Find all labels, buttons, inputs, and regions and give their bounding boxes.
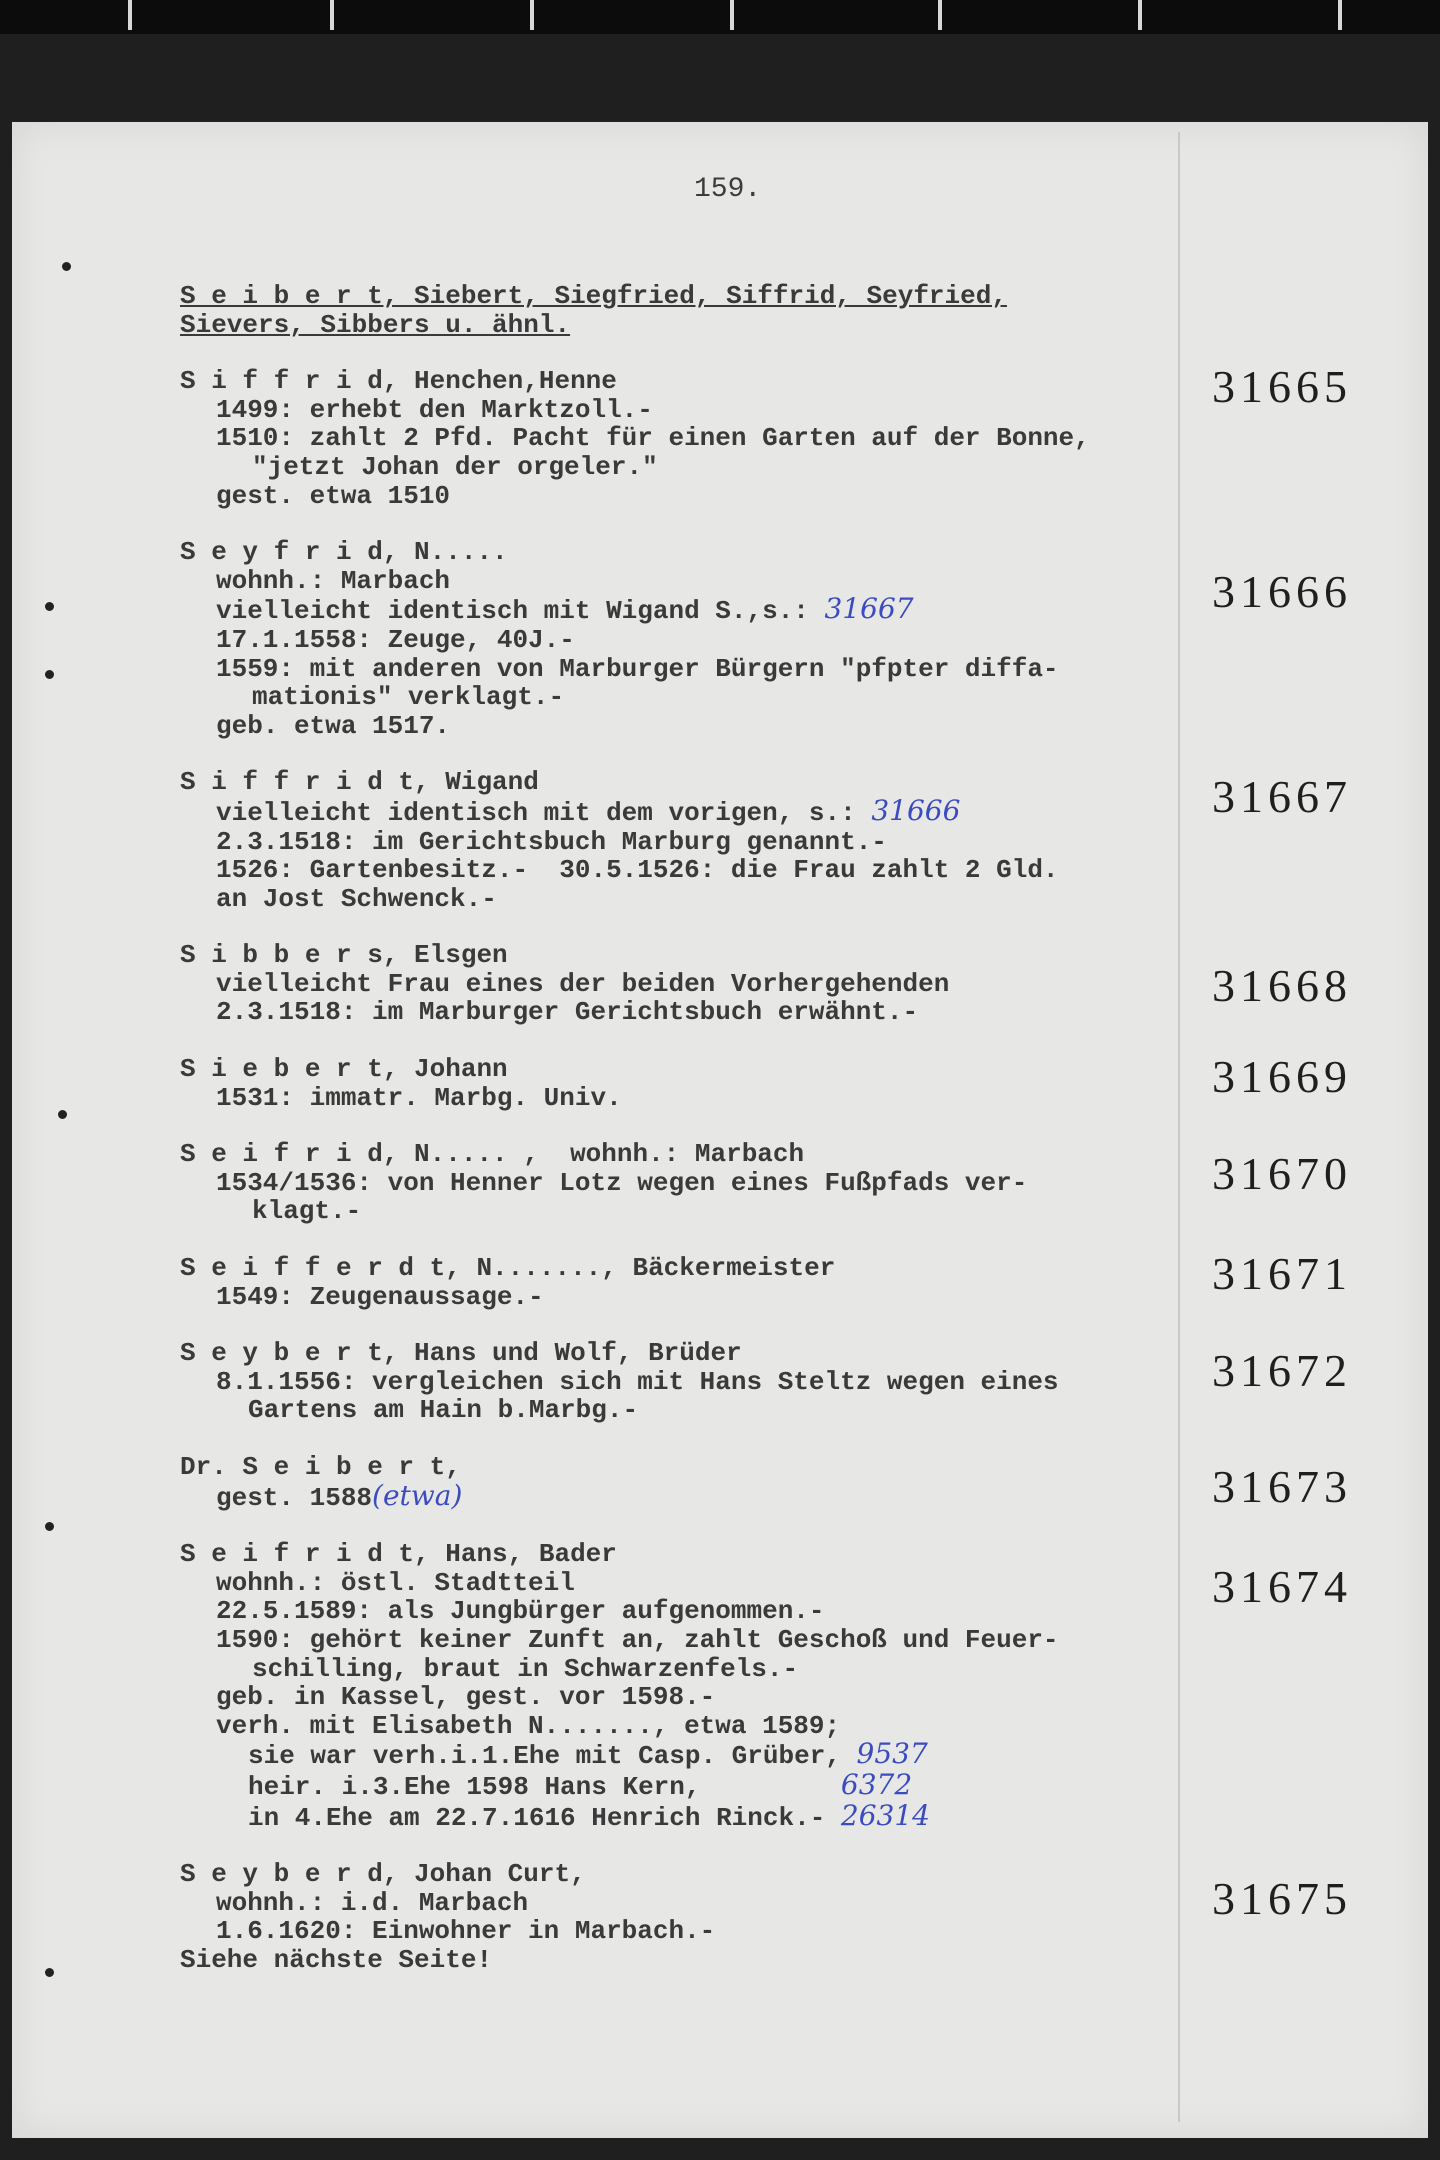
entry-name: S i f f r i d, Henchen,Henne: [180, 366, 617, 397]
entry-number: 31665: [1212, 361, 1352, 412]
entry-line: klagt.-: [252, 1196, 362, 1227]
entry-line: vielleicht Frau eines der beiden Vorhergehenden: [216, 968, 950, 999]
punch-hole: [58, 1110, 67, 1119]
entry-line: in 4.Ehe am 22.7.1616 Henrich Rinck.- 26314: [248, 1798, 930, 1833]
page-number: 159.: [694, 174, 762, 205]
entry-line: mationis" verklagt.-: [252, 682, 565, 713]
entry: [180, 1055, 1190, 1112]
entry-line: vielleicht identisch mit dem vorigen, s.: 31666: [216, 793, 961, 828]
entry-line: wohnh.: i.d. Marbach: [216, 1887, 529, 1918]
entry-name: S e y b e r d, Johan Curt,: [180, 1859, 586, 1890]
film-tick: [730, 0, 734, 30]
entry-line: geb. etwa 1517.: [216, 710, 451, 741]
entry-line: 1526: Gartenbesitz.- 30.5.1526: die Frau zahlt 2 Gld.: [216, 855, 1059, 886]
entry-number: 31666: [1212, 566, 1352, 617]
entry: [180, 1540, 1190, 1832]
handwritten-reference: 26314: [840, 1798, 930, 1832]
entry-line: gest. etwa 1510: [216, 480, 451, 511]
entry-name: S e y b e r t, Hans und Wolf, Brüder: [180, 1338, 742, 1369]
entry-number: 31667: [1212, 771, 1352, 822]
handwritten-reference: 6372: [840, 1767, 913, 1801]
entry-line: wohnh.: Marbach: [216, 565, 451, 596]
entry-number: 31673: [1212, 1461, 1352, 1512]
entry: [180, 1860, 1190, 1974]
entry-line: 1510: zahlt 2 Pfd. Pacht für einen Garten auf der Bonne,: [216, 423, 1090, 454]
film-tick: [330, 0, 334, 30]
entry-line: Gartens am Hain b.Marbg.-: [248, 1395, 639, 1426]
entry: [180, 1453, 1190, 1512]
entry-name: S i b b e r s, Elsgen: [180, 940, 508, 971]
entry-name: S i e b e r t, Johann: [180, 1054, 508, 1085]
entry-number: 31675: [1212, 1873, 1352, 1924]
entry-line: "jetzt Johan der orgeler.": [252, 451, 658, 482]
entry-line: an Jost Schwenck.-: [216, 883, 497, 914]
handwritten-note: (etwa): [372, 1478, 463, 1512]
section-heading-continued: Sievers, Sibbers u. ähnl.: [180, 309, 571, 340]
entry-line: 2.3.1518: im Gerichtsbuch Marburg genannt.-: [216, 826, 887, 857]
document-page: [12, 122, 1428, 2138]
entry-line: 1499: erhebt den Marktzoll.-: [216, 394, 653, 425]
entry-line: verh. mit Elisabeth N......., etwa 1589;: [216, 1710, 841, 1741]
entry-line: 1590: gehört keiner Zunft an, zahlt Geschoß und Feuer-: [216, 1624, 1059, 1655]
punch-hole: [62, 262, 71, 271]
entry-name: S e y f r i d, N.....: [180, 537, 508, 568]
handwritten-reference: 31667: [824, 592, 914, 626]
punch-hole: [45, 602, 54, 611]
film-tick: [530, 0, 534, 30]
entry-number: 31671: [1212, 1248, 1352, 1299]
entry: [180, 941, 1190, 1027]
entry-number: 31672: [1212, 1345, 1352, 1396]
entry-name: Dr. S e i b e r t,: [180, 1452, 461, 1482]
film-tick: [128, 0, 132, 30]
entry: [180, 367, 1190, 510]
entry-line: 17.1.1558: Zeuge, 40J.-: [216, 624, 575, 655]
entry-name: S e i f r i d, N..... , wohnh.: Marbach: [180, 1139, 805, 1170]
entry-line: geb. in Kassel, gest. vor 1598.-: [216, 1682, 716, 1713]
entry: [180, 1339, 1190, 1425]
film-top-strip: [0, 0, 1440, 34]
punch-hole: [45, 670, 54, 679]
entry-line: 1534/1536: von Henner Lotz wegen eines Fußpfads ver-: [216, 1167, 1028, 1198]
entry-line: 8.1.1556: vergleichen sich mit Hans Steltz wegen eines: [216, 1366, 1059, 1397]
entry-line: 2.3.1518: im Marburger Gerichtsbuch erwähnt.-: [216, 997, 919, 1028]
entry-line: schilling, braut in Schwarzenfels.-: [252, 1653, 799, 1684]
handwritten-reference: 9537: [856, 1737, 928, 1771]
entry: [180, 1254, 1190, 1311]
entry-line: 1531: immatr. Marbg. Univ.: [216, 1082, 622, 1113]
punch-hole: [45, 1968, 54, 1977]
entry: [180, 1140, 1190, 1226]
entry-name: S e i f r i d t, Hans, Bader: [180, 1539, 617, 1570]
entry-number: 31670: [1212, 1148, 1352, 1199]
entry-number: 31674: [1212, 1561, 1352, 1612]
handwritten-reference: 31666: [871, 793, 961, 827]
entry-line: sie war verh.i.1.Ehe mit Casp. Grüber, 9537: [248, 1737, 928, 1772]
entry-line: 22.5.1589: als Jungbürger aufgenommen.-: [216, 1596, 825, 1627]
entry-line: 1549: Zeugenaussage.-: [216, 1281, 544, 1312]
film-tick: [1138, 0, 1142, 30]
entry: [180, 538, 1190, 740]
entry-line: heir. i.3.Ehe 1598 Hans Kern, 6372: [248, 1767, 913, 1802]
entry-line: Siehe nächste Seite!: [180, 1944, 493, 1975]
entry-number: 31669: [1212, 1051, 1352, 1102]
film-tick: [938, 0, 942, 30]
film-tick: [1338, 0, 1342, 30]
entry-line: gest. 1588(etwa): [216, 1478, 463, 1513]
entry: [180, 768, 1190, 913]
entry-line: vielleicht identisch mit Wigand S.,s.: 31667: [216, 592, 914, 627]
section-heading: S e i b e r t, Siebert, Siegfried, Siffrid, Seyfried,: [180, 281, 1007, 311]
entry-number: 31668: [1212, 960, 1352, 1011]
entry-line: wohnh.: östl. Stadtteil: [216, 1567, 575, 1598]
entry-name: S i f f r i d t, Wigand: [180, 767, 539, 798]
entry-line: 1559: mit anderen von Marburger Bürgern "pfpter diffa-: [216, 653, 1059, 684]
entry-name: S e i f f e r d t, N......., Bäckermeister: [180, 1253, 836, 1284]
punch-hole: [45, 1522, 54, 1531]
entry-line: 1.6.1620: Einwohner in Marbach.-: [216, 1916, 716, 1947]
document-body: [180, 282, 1190, 1975]
